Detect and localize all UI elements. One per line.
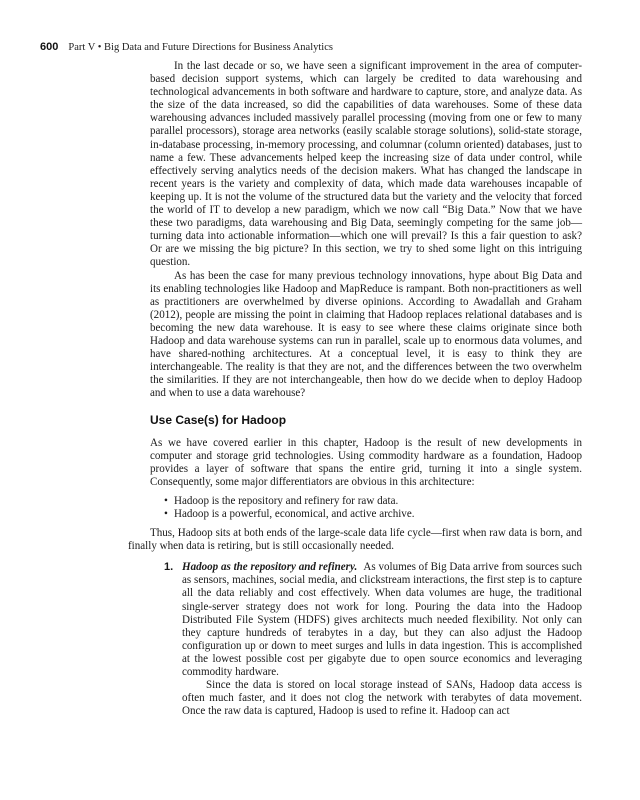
body-text: [128, 60, 582, 718]
running-header: [40, 41, 333, 53]
item-paragraph: [182, 561, 582, 679]
after-bullets-paragraph: Thus, Hadoop sits at both ends of the large-scale data life cycle—first when raw data is born, and finally when data is retiring, but is still occasionally needed.: [128, 527, 582, 553]
paragraph: In the last decade or so, we have seen a significant improvement in the area of computer-based decision support systems, which can largely be credited to data warehousing and technological advancements in both software and hardware to capture, store, and analyze data. As the size of the data increased, so did the capabilities of data warehouses. Some of these data warehousing advances included massively parallel processing (moving from one or few to many parallel processors), storage area networks (easily scalable storage solutions), solid-state storage, in-database processing, in-memory processing, and columnar (column oriented) databases, just to name a few. These advancements helped keep the increasing size of data under control, while effectively serving analytics needs of the decision makers. What has changed the landscape in recent years is the variety and complexity of data, which made data warehouses incapable of keeping up. It is not the volume of the structured data but the variety and the velocity that forced the world of IT to develop a new paradigm, which we now call “Big Data.” Now that we have these two paradigms, data warehousing and Big Data, seemingly competing for the same job—turning data into actionable information—which one will prevail? Is this a fair question to ask? Or are we missing the big picture? In this section, we try to shed some light on this intriguing question.: [150, 60, 582, 269]
paragraph: As has been the case for many previous technology innovations, hype about Big Data and its enabling technologies like Hadoop and MapReduce is rampant. Both non-practitioners as well as practitioners are overwhelmed by diverse opinions. According to Awadallah and Graham (2012), people are missing the point in claiming that Hadoop replaces relational databases and is becoming the new data warehouse. It is easy to see where these claims originate since both Hadoop and data warehouse systems can run in parallel, scale up to enormous data volumes, and have shared-nothing architectures. At a conceptual level, it is easy to think they are interchangeable. The reality is that they are not, and the differences between the two overwhelm the similarities. If they are not interchangeable, then how do we decide when to deploy Hadoop and when to use a data warehouse?: [150, 269, 582, 400]
page-number: 600: [40, 41, 59, 53]
bullet-list: [164, 495, 582, 521]
hanging-paragraph-wrap: [128, 527, 582, 553]
item-continuation: Since the data is stored on local storage instead of SANs, Hadoop data access is often much faster, and it does not clog the network with terabytes of data movement. Once the raw data is captured, Hadoop is used to refine it. Hadoop can act: [182, 679, 582, 718]
running-title: Part V • Big Data and Future Directions for Business Analytics: [68, 42, 333, 53]
section-intro: As we have covered earlier in this chapter, Hadoop is the result of new developments in computer and storage grid technologies. Using commodity hardware as a foundation, Hadoop provides a layer of software that spans the entire grid, turning it into a single system. Consequently, some major differentiators are obvious in this architecture:: [150, 436, 582, 488]
section-heading: Use Case(s) for Hadoop: [150, 413, 287, 428]
bullet-item: • Hadoop is a powerful, economical, and active archive.: [164, 508, 582, 521]
numbered-item: [150, 561, 582, 718]
bullet-item: • Hadoop is the repository and refinery for raw data.: [164, 495, 582, 508]
item-text: As volumes of Big Data arrive from sources such as sensors, machines, social media, and clickstream interactions, the first step is to capture all the data reliably and cost effectively. When data volumes are huge, the traditional single-server strategy does not work for long. Pouring the data into the Hadoop Distributed File System (HDFS) gives architects much needed flexibility. Not only can they capture hundreds of terabytes in a day, but they can also adjust the Hadoop configuration up or down to meet surges and lulls in data ingestion. This is accomplished at the lowest possible cost per gigabyte due to open source economics and leveraging commodity hardware.: [182, 561, 582, 679]
numbered-list: [150, 561, 582, 718]
item-title: Hadoop as the repository and refinery.: [182, 561, 358, 574]
item-number: 1.: [164, 561, 174, 574]
